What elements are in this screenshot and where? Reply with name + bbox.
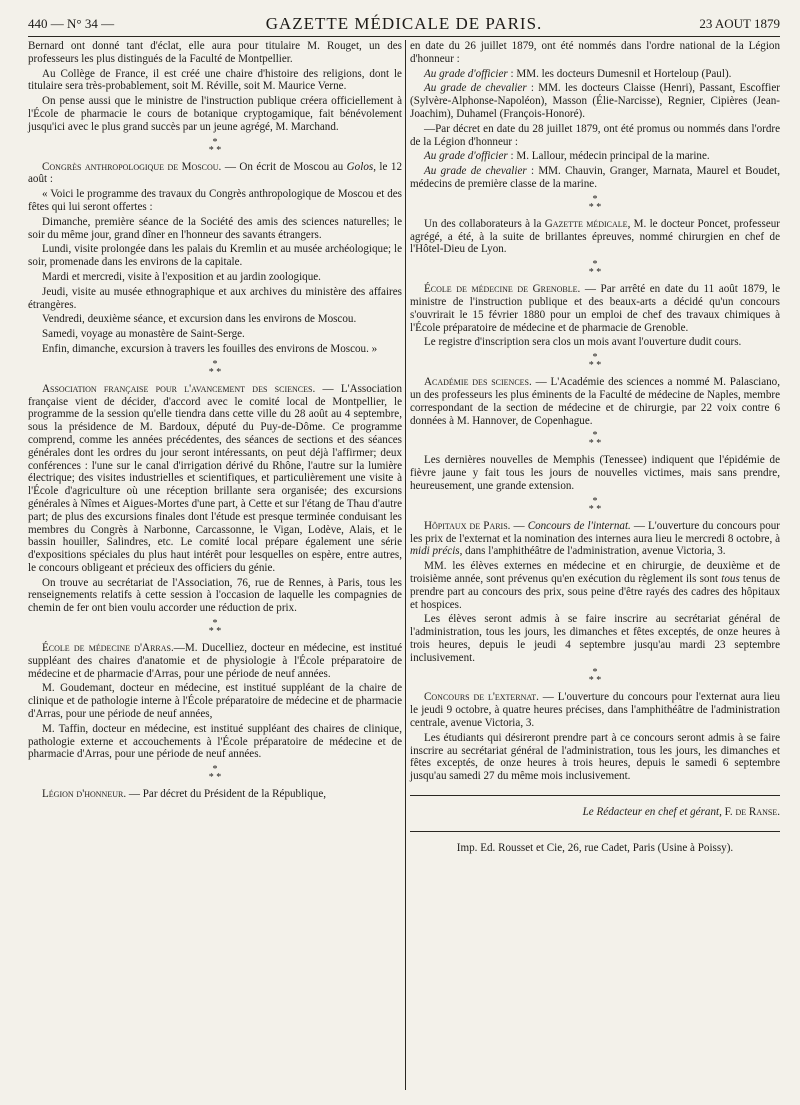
section-separator: * * * bbox=[208, 358, 222, 378]
paragraph: Enfin, dimanche, excursion à travers les fouilles des environs de Moscou. » bbox=[42, 342, 378, 355]
section-heading: Concours de l'externat. bbox=[424, 691, 539, 704]
paragraph: Les étudiants qui désireront prendre part à ce concours seront admis à se faire inscrire au secrétariat général de l'administration, tous les jours, les dimanches et fêtes exceptés, de onze heures à trois heures, depuis le samedi 6 septembre jusqu'au samedi 27 du même mois inclusivement. bbox=[410, 731, 780, 783]
section-separator: * * * bbox=[588, 667, 602, 687]
paragraph: Au grade d'officier : MM. les docteurs Dumesnil et Horteloup (Paul). bbox=[424, 67, 732, 80]
paragraph: Jeudi, visite au musée ethnographique et aux archives du ministère des affaires étrangères. bbox=[28, 285, 402, 311]
right-column bbox=[410, 40, 780, 857]
section-separator: * * * bbox=[588, 193, 602, 213]
page-number: 440 — N° 34 — bbox=[28, 16, 115, 31]
article-memphis: Les dernières nouvelles de Memphis (Tenessee) indiquent que l'épidémie de fièvre jaune y fait tous les jours de nouvelles victimes, mais sans prendre, heureusement, une grande extension. bbox=[410, 454, 780, 492]
article-arras: École de médecine d'Arras.—M. Ducelliez, docteur en médecine, est institué suppléant des chaires d'anatomie et de physiologie à l'École préparatoire de médecine et de pharmacie d'Arras, pour une période de neuf années. bbox=[28, 642, 402, 680]
paragraph: « Voici le programme des travaux du Congrès anthropologique de Moscou et des fêtes qui lui seront offertes : bbox=[28, 188, 402, 213]
issue-date: 23 AOUT 1879 bbox=[699, 16, 780, 31]
section-heading: Académie des sciences. bbox=[424, 376, 532, 389]
section-heading: Congrès anthropologique de Moscou. bbox=[42, 160, 222, 173]
left-column bbox=[28, 40, 402, 803]
article-association: Association française pour l'avancement des sciences. — L'Association française vient de décider, d'accord avec le comité local de Montpellier, le programme de la session qu'elle tiendra dans cette ville du 28 août au 4 septembre, sous la présidence de M. Bardoux, député du Puy-de-Dôme. Ce programme comprend, comme les années précédentes, des séances de sections et des séances générales dont les ordres du jour seront intéressants, on peut déjà l'affirmer; deux conférences : l'une sur le canal d'irrigation dérivé du Rhône, l'autre sur la lumière électrique; des visites industrielles et scientifiques, et particulièrement une visite à l'École d'agriculture où une réception brillante sera organisée; des excursions générales à Nîmes et Aigues-Mortes d'une part, à Cette et sur l'étang de Thau d'autre part; de plus des excursions finales dont l'étude est presque terminée conduisant les membres du Congrès à Narbonne, Carcassonne, le Vigan, Lodève, Alais, et le bassin houiller, Salindres, etc. Le comité local prépare également une série d'expositions spéciales du plus haut intérêt pour lesquelles on espère, entre autres, le concours obligeant et précieux des officiers du génie. bbox=[28, 382, 402, 574]
imprint-rule bbox=[410, 831, 780, 832]
article-externat: Concours de l'externat. — L'ouverture du concours pour l'externat aura lieu le jeudi 9 octobre, à quatre heures précises, dans l'amphithéâtre de l'administration centrale, avenue Victoria, 3. bbox=[410, 691, 780, 730]
paragraph: en date du 26 juillet 1879, ont été nommés dans l'ordre national de la Légion d'honneur : bbox=[410, 40, 780, 65]
section-heading: Association française pour l'avancement des sciences. bbox=[42, 382, 316, 395]
page-header bbox=[28, 14, 780, 37]
signature-rule bbox=[410, 795, 780, 796]
paragraph: On pense aussi que le ministre de l'instruction publique créera officiellement à l'École de pharmacie le cours de botanique cryptogamique, fait bénévolement jusqu'ici avec le plus grand succès par un jeune agrégé, M. Marchand. bbox=[28, 95, 402, 133]
section-heading: Hôpitaux de Paris. bbox=[424, 519, 511, 532]
column-divider bbox=[405, 40, 406, 1090]
section-heading: École de médecine d'Arras. bbox=[42, 642, 174, 655]
section-separator: * * * bbox=[588, 495, 602, 515]
paragraph: MM. les élèves externes en médecine et en chirurgie, de deuxième et de troisième année, sont prévenus qu'en exécution du règlement ils sont tous tenus de prendre part au concours des prix, sous peine d'être rayés des cadres des hôpitaux et hospices. bbox=[410, 560, 780, 611]
article-grenoble: École de médecine de Grenoble. — Par arrêté en date du 11 août 1879, le ministre de l'instruction publique et des beaux-arts a décidé qu'un concours s'ouvrirait le 15 février 1880 pour un emploi de chef des travaux chimiques à l'École préparatoire de médecine et de pharmacie de Grenoble. bbox=[410, 283, 780, 334]
section-separator: * * * bbox=[208, 136, 222, 156]
article-moscou: Congrès anthropologique de Moscou. — On écrit de Moscou au Golos, le 12 août : bbox=[28, 160, 402, 186]
paragraph: M. Taffin, docteur en médecine, est institué suppléant des chaires de clinique, pathologie externe et accouchements à l'École préparatoire de médecine et de pharmacie d'Arras, pour une période de neuf années. bbox=[28, 722, 402, 761]
editor-signature: Le Rédacteur en chef et gérant, F. de Ranse. bbox=[582, 806, 780, 819]
paragraph: M. Goudemant, docteur en médecine, est institué suppléant de la chaire de clinique et de pathologie interne à l'École préparatoire de médecine et de pharmacie d'Arras, pour une période de neuf années, bbox=[28, 682, 402, 721]
paragraph: Au grade d'officier : M. Lallour, médecin principal de la marine. bbox=[424, 150, 710, 163]
paragraph: Lundi, visite prolongée dans les palais du Kremlin et au musée archéologique; le soir, promenade dans les environs de la capitale. bbox=[28, 243, 402, 269]
journal-title: GAZETTE MÉDICALE DE PARIS. bbox=[265, 14, 543, 33]
paragraph: On trouve au secrétariat de l'Association, 76, rue de Rennes, à Paris, tous les renseignements relatifs à cette session à l'occasion de laquelle les compagnies de chemin de fer ont bien voulu accorder une réduction de prix. bbox=[28, 576, 402, 615]
paragraph: Samedi, voyage au monastère de Saint-Serge. bbox=[42, 328, 245, 341]
paragraph: Mardi et mercredi, visite à l'exposition et au jardin zoologique. bbox=[42, 270, 321, 283]
article-legion: Légion d'honneur. — Par décret du Président de la République, bbox=[42, 788, 327, 801]
paragraph: Au grade de chevalier : MM. les docteurs Claisse (Henri), Passant, Escoffier (Sylvère-Alphonse-Napoléon), Masson (Élie-Narcisse), Regnier, Cipières (Jean-Joachim), Duhamel (François-Honoré). bbox=[410, 82, 780, 120]
section-heading: Légion d'honneur. bbox=[42, 788, 127, 801]
section-separator: * * * bbox=[208, 764, 222, 784]
section-separator: * * * bbox=[588, 430, 602, 450]
paragraph: Bernard ont donné tant d'éclat, elle aura pour titulaire M. Rouget, un des professeurs les plus distingués de la Faculté de Montpellier. bbox=[28, 40, 402, 65]
printer-imprint: Imp. Ed. Rousset et Cie, 26, rue Cadet, Paris (Usine à Poissy). bbox=[456, 841, 734, 854]
paragraph: Dimanche, première séance de la Société des amis des sciences naturelles; le soir du même jour, grand dîner en l'honneur des savants étrangers. bbox=[28, 215, 402, 241]
paragraph: —Par décret en date du 28 juillet 1879, ont été promus ou nommés dans l'ordre de la Légion d'honneur : bbox=[410, 122, 780, 148]
paragraph: Au Collège de France, il est créé une chaire d'histoire des religions, dont le titulaire sera très-probablement, soit M. Réville, soit M. Maurice Verne. bbox=[28, 67, 402, 93]
paragraph: Le registre d'inscription sera clos un mois avant l'ouverture dudit cours. bbox=[424, 336, 742, 349]
article-collaborateur: Un des collaborateurs à la Gazette médicale, M. le docteur Poncet, professeur agrégé, a été, à la suite de brillantes épreuves, nommé chirurgien en chef de l'Hôtel-Dieu de Lyon. bbox=[410, 217, 780, 256]
section-separator: * * * bbox=[208, 618, 222, 638]
section-heading: École de médecine de Grenoble. bbox=[424, 283, 581, 296]
article-academie: Académie des sciences. — L'Académie des sciences a nommé M. Palasciano, un des professeurs les plus éminents de la Faculté de médecine de Naples, membre correspondant de la section de médecine et de chirurgie, par 22 voix contre 6 données à M. Hannover, de Copenhague. bbox=[410, 376, 781, 427]
paragraph: Les élèves seront admis à se faire inscrire au secrétariat général de l'administration, tous les jours, les dimanches et fêtes exceptés, de onze heures à trois heures, depuis le jeudi 4 septembre jusqu'au mardi 23 septembre inclusivement. bbox=[410, 613, 780, 664]
section-separator: * * * bbox=[588, 352, 602, 372]
paragraph: Vendredi, deuxième séance, et excursion dans les environs de Moscou. bbox=[42, 313, 357, 326]
section-separator: * * * bbox=[588, 259, 602, 279]
paragraph: Au grade de chevalier : MM. Chauvin, Granger, Marnata, Maurel et Boudet, médecins de première classe de la marine. bbox=[410, 165, 780, 190]
article-hopitaux: Hôpitaux de Paris. — Concours de l'internat. — L'ouverture du concours pour les prix de l'externat et la nomination des internes aura lieu le mercredi 8 octobre, à midi précis, dans l'amphithéâtre de l'administration, avenue Victoria, 3. bbox=[410, 519, 780, 558]
